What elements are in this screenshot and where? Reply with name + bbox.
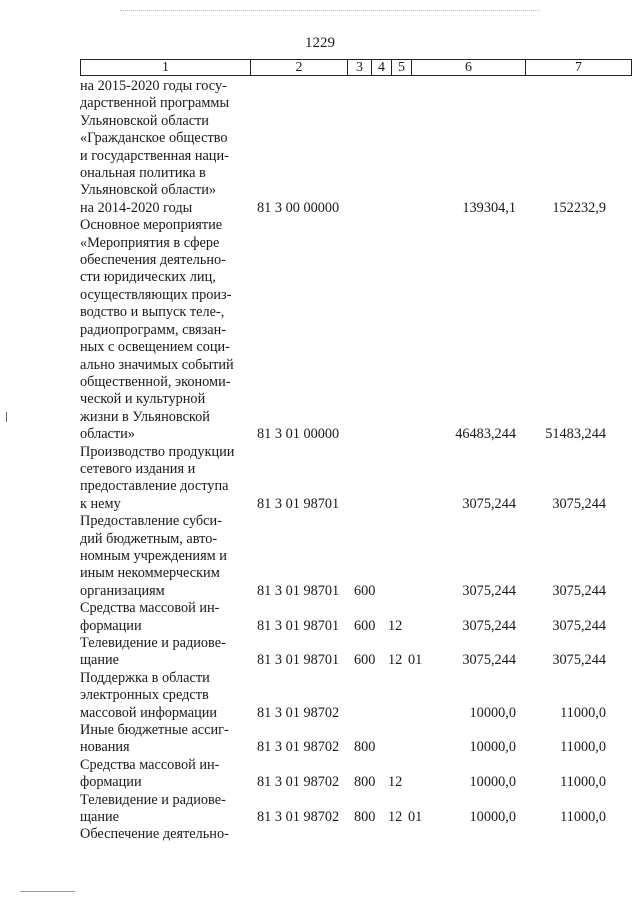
description-line: ональная политика в bbox=[80, 165, 206, 182]
description-line: щание bbox=[80, 652, 120, 669]
column-header-4: 4 bbox=[372, 60, 392, 76]
table-row bbox=[0, 635, 640, 670]
table-row bbox=[0, 722, 640, 757]
description-line: дарственной программы bbox=[80, 95, 230, 112]
row-amount-col7: 11000,0 bbox=[560, 774, 606, 791]
table-row bbox=[0, 826, 640, 843]
description-line: нования bbox=[80, 739, 130, 756]
row-amount-col7: 11000,0 bbox=[560, 809, 606, 826]
row-expense-type: 600 bbox=[354, 582, 376, 599]
row-description bbox=[80, 217, 246, 443]
row-amount-col6: 3075,244 bbox=[462, 582, 516, 599]
description-line: организациям bbox=[80, 582, 165, 599]
row-section: 12 bbox=[388, 809, 403, 826]
description-line: сетевого издания и bbox=[80, 460, 196, 477]
row-expense-type: 800 bbox=[354, 809, 376, 826]
row-target-code: 81 3 01 98702 bbox=[257, 739, 340, 756]
description-line: Ульяновской области bbox=[80, 112, 209, 129]
row-amount-col7: 152232,9 bbox=[552, 199, 606, 216]
description-line: Ульяновской области» bbox=[80, 182, 217, 199]
row-target-code: 81 3 01 98702 bbox=[257, 704, 340, 721]
row-expense-type: 600 bbox=[354, 617, 376, 634]
table-row bbox=[0, 757, 640, 792]
row-description bbox=[80, 78, 246, 217]
description-line: щание bbox=[80, 809, 120, 826]
column-header-row bbox=[81, 60, 632, 76]
description-line: ческой и культурной bbox=[80, 391, 206, 408]
description-line: на 2015-2020 годы госу- bbox=[80, 78, 227, 94]
row-section: 12 bbox=[388, 774, 403, 791]
scan-artifact-top bbox=[120, 10, 540, 12]
scan-artifact-margin bbox=[6, 412, 7, 422]
column-header-1: 1 bbox=[81, 60, 251, 76]
row-amount-col7: 11000,0 bbox=[560, 704, 606, 721]
budget-table-body bbox=[0, 78, 640, 844]
description-line: осуществляющих произ- bbox=[80, 286, 232, 303]
table-row bbox=[0, 217, 640, 443]
row-amount-col7: 3075,244 bbox=[552, 582, 606, 599]
description-line: «Гражданское общество bbox=[80, 130, 228, 147]
row-amount-col7: 11000,0 bbox=[560, 739, 606, 756]
row-description bbox=[80, 792, 246, 827]
row-target-code: 81 3 01 98701 bbox=[257, 617, 340, 634]
page-number: 1229 bbox=[305, 35, 335, 51]
description-line: Иные бюджетные ассиг- bbox=[80, 722, 229, 739]
row-description bbox=[80, 600, 246, 635]
row-section: 12 bbox=[388, 617, 403, 634]
column-header-table bbox=[80, 59, 632, 76]
description-line: формации bbox=[80, 617, 142, 634]
row-amount-col6: 10000,0 bbox=[469, 704, 516, 721]
row-target-code: 81 3 01 98701 bbox=[257, 495, 340, 512]
description-line: Телевидение и радиове- bbox=[80, 635, 226, 651]
row-target-code: 81 3 01 00000 bbox=[257, 426, 340, 443]
row-expense-type: 800 bbox=[354, 739, 376, 756]
description-line: к нему bbox=[80, 495, 121, 512]
column-header-5: 5 bbox=[392, 60, 412, 76]
row-description bbox=[80, 513, 246, 600]
row-description bbox=[80, 722, 246, 757]
row-description bbox=[80, 444, 246, 514]
description-line: ных с освещением соци- bbox=[80, 339, 230, 356]
description-line: жизни в Ульяновской bbox=[80, 408, 210, 425]
description-line: Производство продукции bbox=[80, 443, 235, 460]
table-row bbox=[0, 78, 640, 217]
table-row bbox=[0, 513, 640, 600]
description-line: Предоставление субси- bbox=[80, 513, 222, 530]
description-line: Поддержка в области bbox=[80, 669, 210, 686]
row-section: 12 bbox=[388, 652, 403, 669]
description-line: Средства массовой ин- bbox=[80, 600, 220, 617]
table-row bbox=[0, 600, 640, 635]
description-line: общественной, экономи- bbox=[80, 373, 231, 390]
row-expense-type: 800 bbox=[354, 774, 376, 791]
description-line: радиопрограмм, связан- bbox=[80, 321, 227, 338]
column-header-3: 3 bbox=[348, 60, 372, 76]
row-description bbox=[80, 635, 246, 670]
scan-artifact-bottom bbox=[20, 891, 75, 893]
description-line: обеспечения деятельно- bbox=[80, 252, 226, 269]
row-amount-col6: 10000,0 bbox=[469, 809, 516, 826]
description-line: массовой информации bbox=[80, 704, 218, 721]
row-amount-col6: 139304,1 bbox=[462, 199, 516, 216]
description-line: сти юридических лиц, bbox=[80, 269, 216, 286]
description-line: на 2014-2020 годы bbox=[80, 199, 193, 216]
row-amount-col7: 51483,244 bbox=[545, 426, 606, 443]
table-row bbox=[0, 444, 640, 514]
description-line: электронных средств bbox=[80, 687, 209, 704]
column-header-2: 2 bbox=[251, 60, 348, 76]
row-amount-col7: 3075,244 bbox=[552, 617, 606, 634]
description-line: номным учреждениям и bbox=[80, 547, 227, 564]
row-description bbox=[80, 670, 246, 722]
column-header-7: 7 bbox=[526, 60, 632, 76]
table-row bbox=[0, 792, 640, 827]
row-amount-col6: 10000,0 bbox=[469, 739, 516, 756]
row-description bbox=[80, 826, 246, 843]
description-line: водство и выпуск теле-, bbox=[80, 304, 225, 321]
row-expense-type: 600 bbox=[354, 652, 376, 669]
row-amount-col6: 46483,244 bbox=[455, 426, 516, 443]
row-amount-col7: 3075,244 bbox=[552, 495, 606, 512]
description-line: дий бюджетным, авто- bbox=[80, 530, 218, 547]
description-line: формации bbox=[80, 774, 142, 791]
description-line: и государственная наци- bbox=[80, 147, 229, 164]
row-subsection: 01 bbox=[408, 809, 423, 826]
row-target-code: 81 3 01 98702 bbox=[257, 809, 340, 826]
description-line: Основное мероприятие bbox=[80, 217, 223, 234]
row-target-code: 81 3 01 98701 bbox=[257, 652, 340, 669]
row-target-code: 81 3 01 98702 bbox=[257, 774, 340, 791]
row-subsection: 01 bbox=[408, 652, 423, 669]
row-target-code: 81 3 00 00000 bbox=[257, 199, 340, 216]
description-line: «Мероприятия в сфере bbox=[80, 234, 220, 251]
row-amount-col6: 3075,244 bbox=[462, 617, 516, 634]
row-amount-col6: 3075,244 bbox=[462, 495, 516, 512]
description-line: предоставление доступа bbox=[80, 478, 229, 495]
description-line: области» bbox=[80, 426, 135, 443]
description-line: Средства массовой ин- bbox=[80, 756, 220, 773]
description-line: ально значимых событий bbox=[80, 356, 234, 373]
table-row bbox=[0, 670, 640, 722]
row-amount-col7: 3075,244 bbox=[552, 652, 606, 669]
description-line: Телевидение и радиове- bbox=[80, 791, 226, 808]
row-target-code: 81 3 01 98701 bbox=[257, 582, 340, 599]
column-header-6: 6 bbox=[412, 60, 526, 76]
description-line: Обеспечение деятельно- bbox=[80, 826, 229, 843]
row-amount-col6: 10000,0 bbox=[469, 774, 516, 791]
row-amount-col6: 3075,244 bbox=[462, 652, 516, 669]
row-description bbox=[80, 757, 246, 792]
description-line: иным некоммерческим bbox=[80, 565, 220, 582]
